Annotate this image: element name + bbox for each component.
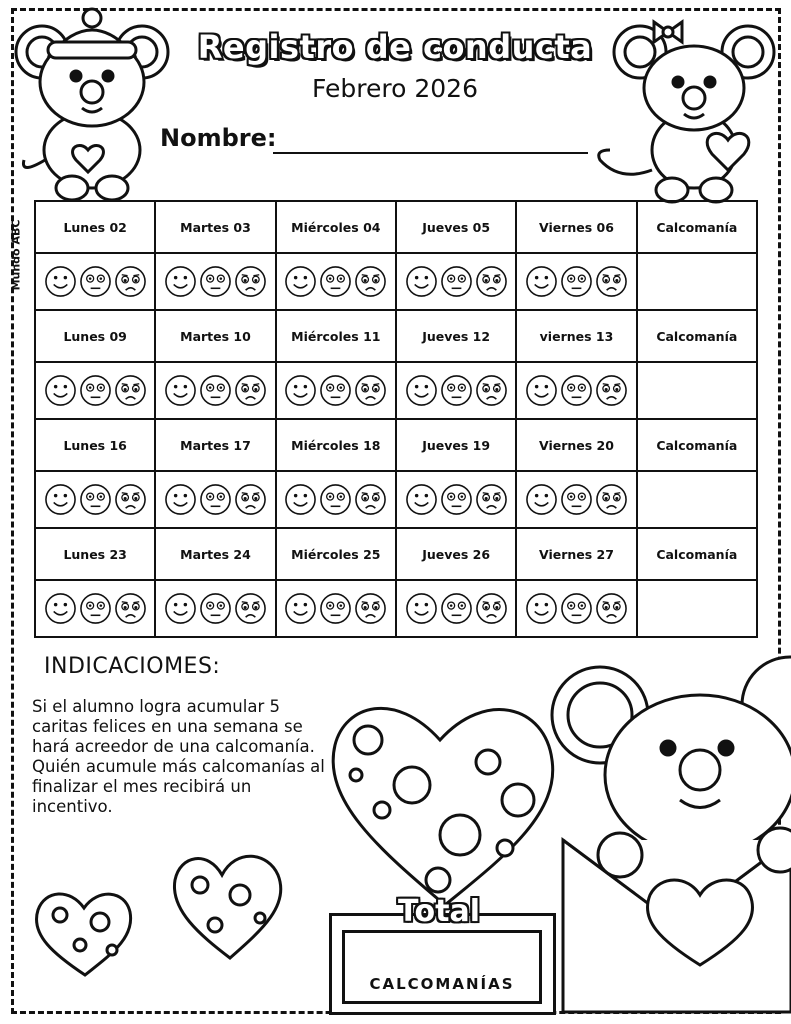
name-field[interactable] xyxy=(273,152,588,154)
neutral-face-icon[interactable] xyxy=(440,374,473,407)
neutral-face-icon[interactable] xyxy=(440,483,473,516)
happy-face-icon[interactable] xyxy=(44,592,77,625)
happy-face-icon[interactable] xyxy=(525,374,558,407)
neutral-face-icon[interactable] xyxy=(440,592,473,625)
happy-face-icon[interactable] xyxy=(164,265,197,298)
face-cell xyxy=(276,362,396,419)
face-cell xyxy=(516,362,636,419)
day-label: Viernes 20 xyxy=(516,419,636,471)
neutral-face-icon[interactable] xyxy=(560,592,593,625)
happy-face-icon[interactable] xyxy=(405,483,438,516)
week-header-row xyxy=(35,201,757,253)
face-cell xyxy=(35,362,155,419)
sad-face-icon[interactable] xyxy=(114,374,147,407)
week-faces-row xyxy=(35,253,757,310)
neutral-face-icon[interactable] xyxy=(79,592,112,625)
face-cell xyxy=(396,580,516,637)
sad-face-icon[interactable] xyxy=(595,592,628,625)
sad-face-icon[interactable] xyxy=(595,374,628,407)
face-cell xyxy=(155,253,275,310)
face-cell xyxy=(276,471,396,528)
day-label: Jueves 05 xyxy=(396,201,516,253)
neutral-face-icon[interactable] xyxy=(319,374,352,407)
polka-heart-icon xyxy=(333,708,553,905)
happy-face-icon[interactable] xyxy=(405,265,438,298)
week-header-row xyxy=(35,310,757,362)
polka-heart-icon xyxy=(36,856,280,975)
day-label: Martes 24 xyxy=(155,528,275,580)
total-sub: CALCOMANÍAS xyxy=(369,975,515,993)
sad-face-icon[interactable] xyxy=(354,265,387,298)
sticker-label: Calcomanía xyxy=(637,310,757,362)
mouse-girl-icon xyxy=(599,22,774,202)
sad-face-icon[interactable] xyxy=(354,374,387,407)
face-cell xyxy=(35,253,155,310)
week-header-row xyxy=(35,528,757,580)
sad-face-icon[interactable] xyxy=(114,265,147,298)
day-label: Miércoles 04 xyxy=(276,201,396,253)
neutral-face-icon[interactable] xyxy=(79,265,112,298)
happy-face-icon[interactable] xyxy=(284,374,317,407)
neutral-face-icon[interactable] xyxy=(319,483,352,516)
mouse-envelope-icon xyxy=(552,657,791,1012)
sad-face-icon[interactable] xyxy=(595,483,628,516)
sticker-cell[interactable] xyxy=(637,253,757,310)
happy-face-icon[interactable] xyxy=(44,483,77,516)
sad-face-icon[interactable] xyxy=(354,483,387,516)
day-label: Lunes 16 xyxy=(35,419,155,471)
face-cell xyxy=(276,580,396,637)
day-label: Martes 03 xyxy=(155,201,275,253)
face-cell xyxy=(276,253,396,310)
day-label: Viernes 06 xyxy=(516,201,636,253)
face-cell xyxy=(516,580,636,637)
happy-face-icon[interactable] xyxy=(284,265,317,298)
day-label: Martes 10 xyxy=(155,310,275,362)
neutral-face-icon[interactable] xyxy=(199,592,232,625)
sad-face-icon[interactable] xyxy=(475,265,508,298)
happy-face-icon[interactable] xyxy=(405,374,438,407)
neutral-face-icon[interactable] xyxy=(560,265,593,298)
total-label: Total xyxy=(398,894,480,929)
face-cell xyxy=(155,580,275,637)
neutral-face-icon[interactable] xyxy=(199,265,232,298)
happy-face-icon[interactable] xyxy=(44,374,77,407)
happy-face-icon[interactable] xyxy=(525,592,558,625)
week-header-row xyxy=(35,419,757,471)
happy-face-icon[interactable] xyxy=(525,483,558,516)
behavior-grid xyxy=(34,200,758,638)
week-faces-row xyxy=(35,580,757,637)
name-label: Nombre: xyxy=(160,124,277,152)
day-label: Lunes 09 xyxy=(35,310,155,362)
sticker-cell[interactable] xyxy=(637,580,757,637)
brand-watermark: Mundo ABC xyxy=(9,219,23,291)
happy-face-icon[interactable] xyxy=(405,592,438,625)
face-cell xyxy=(396,253,516,310)
face-cell xyxy=(35,471,155,528)
happy-face-icon[interactable] xyxy=(284,592,317,625)
happy-face-icon[interactable] xyxy=(164,374,197,407)
neutral-face-icon[interactable] xyxy=(199,374,232,407)
sad-face-icon[interactable] xyxy=(475,483,508,516)
sad-face-icon[interactable] xyxy=(114,483,147,516)
instructions-title: INDICACIOMES: xyxy=(44,654,221,679)
day-label: Martes 17 xyxy=(155,419,275,471)
face-cell xyxy=(155,471,275,528)
sad-face-icon[interactable] xyxy=(475,374,508,407)
face-cell xyxy=(516,471,636,528)
sad-face-icon[interactable] xyxy=(475,592,508,625)
day-label: Jueves 12 xyxy=(396,310,516,362)
sad-face-icon[interactable] xyxy=(114,592,147,625)
face-cell xyxy=(155,362,275,419)
happy-face-icon[interactable] xyxy=(44,265,77,298)
week-faces-row xyxy=(35,362,757,419)
neutral-face-icon[interactable] xyxy=(560,483,593,516)
day-label: viernes 13 xyxy=(516,310,636,362)
neutral-face-icon[interactable] xyxy=(79,483,112,516)
day-label: Miércoles 11 xyxy=(276,310,396,362)
day-label: Miércoles 18 xyxy=(276,419,396,471)
day-label: Viernes 27 xyxy=(516,528,636,580)
happy-face-icon[interactable] xyxy=(284,483,317,516)
face-cell xyxy=(396,362,516,419)
face-cell xyxy=(396,471,516,528)
sticker-label: Calcomanía xyxy=(637,201,757,253)
day-label: Lunes 02 xyxy=(35,201,155,253)
sad-face-icon[interactable] xyxy=(234,592,267,625)
day-label: Jueves 19 xyxy=(396,419,516,471)
sticker-label: Calcomanía xyxy=(637,419,757,471)
day-label: Lunes 23 xyxy=(35,528,155,580)
sad-face-icon[interactable] xyxy=(234,483,267,516)
sticker-cell[interactable] xyxy=(637,362,757,419)
face-cell xyxy=(516,253,636,310)
neutral-face-icon[interactable] xyxy=(79,374,112,407)
neutral-face-icon[interactable] xyxy=(319,592,352,625)
happy-face-icon[interactable] xyxy=(164,592,197,625)
sad-face-icon[interactable] xyxy=(234,265,267,298)
face-cell xyxy=(35,580,155,637)
week-faces-row xyxy=(35,471,757,528)
neutral-face-icon[interactable] xyxy=(560,374,593,407)
mouse-boy-icon xyxy=(16,9,168,200)
day-label: Jueves 26 xyxy=(396,528,516,580)
happy-face-icon[interactable] xyxy=(525,265,558,298)
sad-face-icon[interactable] xyxy=(595,265,628,298)
page-subtitle: Febrero 2026 xyxy=(312,74,478,103)
happy-face-icon[interactable] xyxy=(164,483,197,516)
day-label: Miércoles 25 xyxy=(276,528,396,580)
sad-face-icon[interactable] xyxy=(234,374,267,407)
instructions-text: Si el alumno logra acumular 5 caritas felices en una semana se hará acreedor de una calcomanía. Quién acumule más calcomanías al finalizar el mes recibirá un incentivo. xyxy=(32,697,325,816)
neutral-face-icon[interactable] xyxy=(319,265,352,298)
neutral-face-icon[interactable] xyxy=(199,483,232,516)
sad-face-icon[interactable] xyxy=(354,592,387,625)
page-title: Registro de conducta xyxy=(197,28,593,66)
sticker-label: Calcomanía xyxy=(637,528,757,580)
sticker-cell[interactable] xyxy=(637,471,757,528)
neutral-face-icon[interactable] xyxy=(440,265,473,298)
